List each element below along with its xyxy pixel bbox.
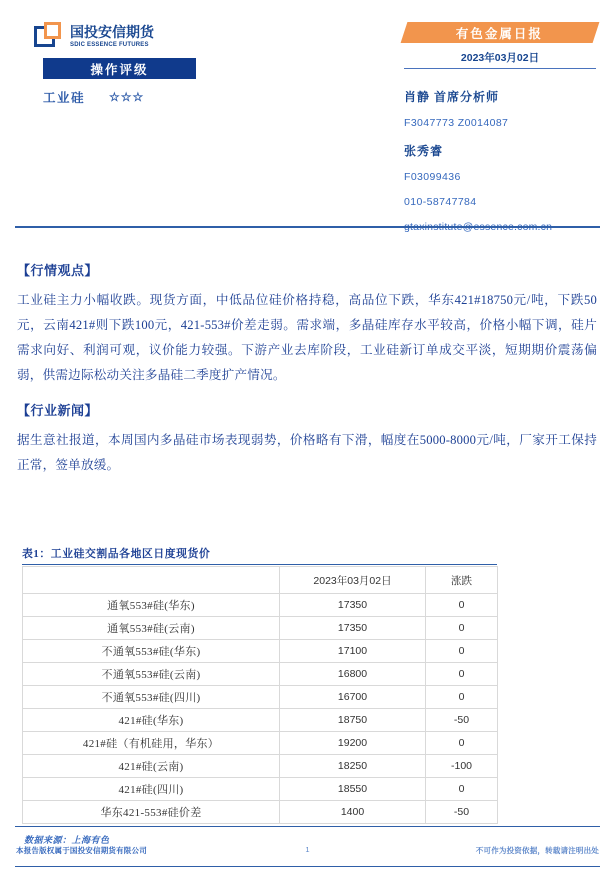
section-market-view (17, 260, 597, 388)
header-divider (15, 226, 600, 228)
section-industry-news (17, 400, 597, 478)
report-type-banner (401, 22, 600, 43)
table-row (23, 732, 498, 755)
report-date: 2023年03月02日 (404, 50, 596, 69)
cell-change: 0 (426, 686, 498, 709)
cell-change: 0 (426, 617, 498, 640)
cell-price: 17350 (280, 594, 426, 617)
section-body-news: 据生意社报道，本周国内多晶硅市场表现弱势，价格略有下滑，幅度在5000-8000元/吨，厂家开工保持正常，签单放缓。 (17, 433, 597, 472)
table-row (23, 617, 498, 640)
contact-email[interactable]: gtaxinstitute@essence.com.cn (404, 221, 553, 233)
analyst-code-secondary: F03099436 (404, 171, 461, 183)
logo-square-orange (44, 22, 61, 39)
star-rating-icon: ☆☆☆ (109, 89, 145, 104)
cell-price: 17350 (280, 617, 426, 640)
spot-price-table (22, 566, 498, 824)
cell-product-name: 通氧553#硅(云南) (23, 617, 280, 640)
cell-change: 0 (426, 594, 498, 617)
table-header-price: 2023年03月02日 (280, 567, 426, 594)
cell-price: 18250 (280, 755, 426, 778)
cell-price: 16700 (280, 686, 426, 709)
logo-text (70, 22, 154, 50)
cell-product-name: 不通氧553#硅(四川) (23, 686, 280, 709)
cell-price: 16800 (280, 663, 426, 686)
table-header-row (23, 567, 498, 594)
cell-price: 1400 (280, 801, 426, 824)
table-caption: 表1：工业硅交割品各地区日度现货价 (22, 546, 497, 565)
company-logo (34, 22, 154, 52)
footer-divider-top (15, 826, 600, 827)
cell-price: 19200 (280, 732, 426, 755)
cell-product-name: 不通氧553#硅(华东) (23, 640, 280, 663)
cell-product-name: 421#硅(云南) (23, 755, 280, 778)
cell-product-name: 421#硅(四川) (23, 778, 280, 801)
table-row (23, 801, 498, 824)
table-row (23, 594, 498, 617)
analyst-code-primary: F3047773 Z0014087 (404, 117, 509, 129)
cell-change: 0 (426, 732, 498, 755)
analyst-info (404, 88, 609, 246)
cell-product-name: 不通氧553#硅(云南) (23, 663, 280, 686)
copyright-notice: 本报告版权属于国投安信期货有限公司 (16, 846, 147, 855)
contact-phone: 010-58747784 (404, 196, 477, 208)
cell-change: 0 (426, 778, 498, 801)
brand-name-cn: 国投安信期货 (70, 24, 154, 40)
page-number: 1 (305, 845, 310, 854)
footer-divider-bottom (15, 866, 600, 867)
rating-row (43, 88, 144, 106)
cell-product-name: 421#硅(华东) (23, 709, 280, 732)
section-title-news: 【行业新闻】 (17, 403, 99, 418)
analyst-name-primary: 肖静 首席分析师 (404, 90, 500, 104)
cell-product-name: 通氧553#硅(华东) (23, 594, 280, 617)
logo-mark-icon (34, 22, 64, 52)
rating-section-header: 操作评级 (43, 58, 196, 79)
table-row (23, 663, 498, 686)
table-row (23, 686, 498, 709)
table-row (23, 709, 498, 732)
page-header (0, 0, 615, 233)
cell-change: -50 (426, 801, 498, 824)
table-header-change: 涨跌 (426, 567, 498, 594)
disclaimer-notice: 不可作为投资依据，转载请注明出处 (475, 846, 599, 855)
cell-change: 0 (426, 640, 498, 663)
cell-change: -100 (426, 755, 498, 778)
section-body-market: 工业硅主力小幅收跌。现货方面，中低品位硅价格持稳，高品位下跌，华东421#18750元/吨，下跌50元，云南421#则下跌100元，421-553#价差走弱。需求端，多晶硅库存水平较高，价格小幅下调，硅片需求向好、利润可观，议价能力较强。下游产业去库阶段，工业硅新订单成交平淡，短期期价震荡偏弱，供需边际松动关注多晶硅二季度扩产情况。 (17, 293, 597, 382)
table-row (23, 778, 498, 801)
cell-product-name: 华东421-553#硅价差 (23, 801, 280, 824)
cell-change: -50 (426, 709, 498, 732)
table-row (23, 640, 498, 663)
cell-price: 17100 (280, 640, 426, 663)
cell-change: 0 (426, 663, 498, 686)
cell-product-name: 421#硅（有机硅用，华东） (23, 732, 280, 755)
brand-name-en: SDIC ESSENCE FUTURES (70, 42, 149, 48)
rating-product-label: 工业硅 (43, 91, 86, 105)
table-row (23, 755, 498, 778)
table-header-name (23, 567, 280, 594)
section-title-market: 【行情观点】 (17, 263, 99, 278)
cell-price: 18550 (280, 778, 426, 801)
report-type-label: 有色金属日报 (456, 26, 544, 41)
data-source-label: 数据来源：上海有色 (24, 835, 110, 845)
cell-price: 18750 (280, 709, 426, 732)
spot-price-table-block (22, 546, 497, 824)
analyst-name-secondary: 张秀睿 (404, 144, 444, 158)
